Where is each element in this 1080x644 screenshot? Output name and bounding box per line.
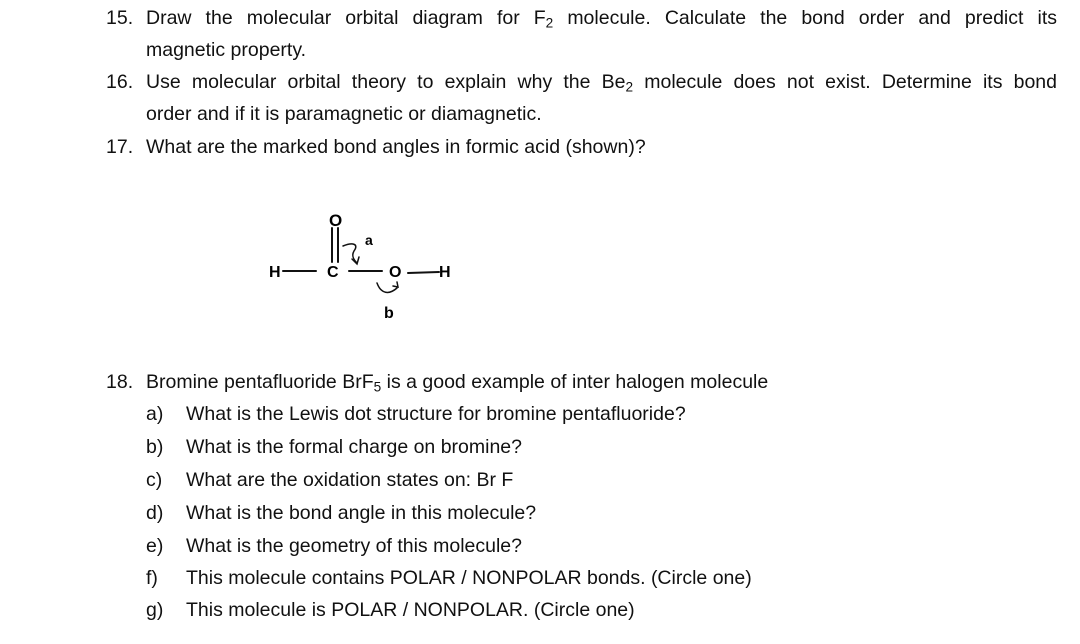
question-16-line-2: order and if it is paramagnetic or diamagnetic. <box>146 103 542 125</box>
question-17-number: 17. <box>106 136 134 158</box>
angle-b-arrowhead <box>393 282 398 287</box>
question-15-subscript: 2 <box>545 15 554 31</box>
part-c-text: What are the oxidation states on: Br F <box>186 469 514 491</box>
part-b-text: What is the formal charge on bromine? <box>186 436 522 458</box>
part-d-label: d) <box>146 502 164 524</box>
part-g-label: g) <box>146 599 164 621</box>
question-15-line-1-part-a: Draw the molecular orbital diagram for F <box>146 7 546 29</box>
angle-a-arc <box>343 244 357 263</box>
atom-h-right: H <box>439 264 451 281</box>
question-16 <box>106 66 1057 130</box>
part-g-text: This molecule is POLAR / NONPOLAR. (Circle one) <box>186 599 635 621</box>
question-16-line-1-part-b: molecule does not exist. Determine its bond <box>633 71 1057 93</box>
question-17-text: What are the marked bond angles in formic acid (shown)? <box>146 136 646 158</box>
question-16-line-1 <box>146 66 1057 98</box>
angle-b-label: b <box>384 305 394 322</box>
question-18-text-part-a: Bromine pentafluoride BrF <box>146 371 374 393</box>
atom-o-middle: O <box>389 264 402 281</box>
question-15-line-2: magnetic property. <box>146 39 307 61</box>
question-17 <box>106 131 1057 163</box>
part-a-text: What is the Lewis dot structure for bromine pentafluoride? <box>186 403 686 425</box>
atom-c: C <box>327 264 339 281</box>
question-18-number: 18. <box>106 371 134 393</box>
question-16-subscript: 2 <box>625 79 634 95</box>
question-15-line-1-part-b: molecule. Calculate the bond order and predict its <box>553 7 1057 29</box>
question-16-line-1-part-a: Use molecular orbital theory to explain why the Be <box>146 71 626 93</box>
atom-o-top: O <box>329 211 343 230</box>
question-18-text-part-b: is a good example of inter halogen molecule <box>381 371 769 393</box>
angle-b-arc <box>377 283 397 292</box>
question-15-line-1 <box>146 2 1057 34</box>
question-18 <box>106 366 1057 398</box>
part-c-label: c) <box>146 469 163 491</box>
part-f-text: This molecule contains POLAR / NONPOLAR bonds. (Circle one) <box>186 567 752 589</box>
atom-h-left: H <box>269 264 281 281</box>
question-15 <box>106 2 1057 66</box>
angle-a-label: a <box>365 232 373 248</box>
part-f-label: f) <box>146 567 158 589</box>
part-e-text: What is the geometry of this molecule? <box>186 535 522 557</box>
part-b-label: b) <box>146 436 164 458</box>
part-a-label: a) <box>146 403 164 425</box>
formic-acid-structure <box>255 200 495 330</box>
part-e-label: e) <box>146 535 164 557</box>
question-16-number: 16. <box>106 71 134 93</box>
question-15-number: 15. <box>106 7 134 29</box>
question-18-subscript: 5 <box>373 379 382 395</box>
question-18-text <box>146 366 768 398</box>
bond-o-h <box>408 272 439 273</box>
part-d-text: What is the bond angle in this molecule? <box>186 502 537 524</box>
